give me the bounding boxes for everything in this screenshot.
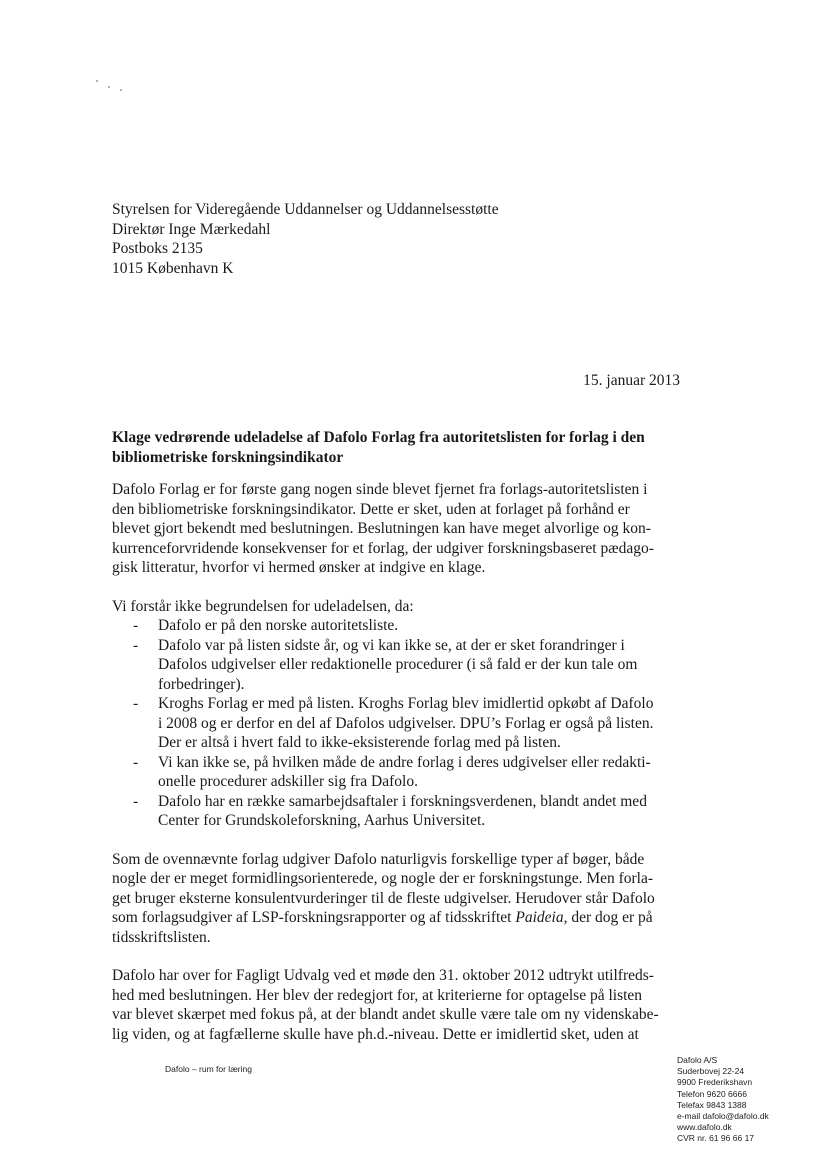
list-item-line: Vi kan ikke se, på hvilken måde de andre forlag i deres udgivelser eller redakti- xyxy=(158,753,651,771)
list-item-line: i 2008 og er derfor en del af Dafolos udgivelser. DPU’s Forlag er også på listen. xyxy=(158,714,654,732)
text-segment: som forlagsudgiver af LSP-forskningsrapporter og af tidsskriftet xyxy=(112,909,516,926)
paragraph-line: nogle der er meget formidlingsorienterede, og nogle der er forskningstunge. Men forla- xyxy=(112,870,654,887)
paragraph-line: Dafolo Forlag er for første gang nogen sinde blevet fjernet fra forlags-autoritetslisten i xyxy=(112,481,648,498)
list-item-line: onelle procedurer adskiller sig fra Dafolo. xyxy=(158,773,418,790)
paragraph-1 xyxy=(112,480,712,578)
footer-email: e-mail dafolo@dafolo.dk xyxy=(677,1111,769,1122)
recipient-line-2: Direktør Inge Mærkedahl xyxy=(112,220,271,238)
paragraph-line: var blevet skærpet med fokus på, at der blandt andet skulle være tale om ny videnskabe- xyxy=(112,1006,659,1023)
text-segment: , der dog er på xyxy=(563,909,653,926)
paragraph-2-intro: Vi forstår ikke begrundelsen for udeladelsen, da: xyxy=(112,597,414,615)
footer-street: Suderbovej 22-24 xyxy=(677,1066,745,1077)
paragraph-line: get bruger eksterne konsulentvurderinger til de fleste udgivelser. Herudover står Dafolo xyxy=(112,889,655,907)
paragraph-line: den bibliometriske forskningsindikator. Dette er sket, uden at forlaget på forhånd er xyxy=(112,500,630,518)
footer-web: www.dafolo.dk xyxy=(677,1122,732,1133)
footer-phone: Telefon 9620 6666 xyxy=(677,1088,747,1099)
list-item-line: Dafolos udgivelser eller redaktionelle procedurer (i så fald er der kun tale om xyxy=(158,656,638,673)
footer-city: 9900 Frederikshavn xyxy=(677,1077,753,1088)
list-item-line: Dafolo har en række samarbejdsaftaler i forskningsverdenen, blandt andet med xyxy=(158,792,647,810)
recipient-line-3: Postboks 2135 xyxy=(112,240,203,257)
paragraph-line: Dafolo har over for Fagligt Udvalg ved et møde den 31. oktober 2012 udtrykt utilfreds- xyxy=(112,967,654,984)
paragraph-2 xyxy=(112,597,712,831)
list-item xyxy=(112,636,712,695)
journal-title: Paideia xyxy=(515,909,564,926)
footer-company: Dafolo A/S xyxy=(677,1055,718,1065)
list-item xyxy=(112,753,712,792)
bullet-dash: - xyxy=(133,617,139,634)
paragraph-line: gisk litteratur, hvorfor vi hermed ønsker at indgive en klage. xyxy=(112,559,486,576)
letter-date: 15. januar 2013 xyxy=(583,372,680,389)
list-item-line: Center for Grundskoleforskning, Aarhus Universitet. xyxy=(158,812,486,829)
letter-body xyxy=(112,480,712,1063)
list-item xyxy=(112,792,712,831)
reasons-list xyxy=(112,616,712,831)
paragraph-4 xyxy=(112,966,712,1044)
list-item-line: Der er altså i hvert fald to ikke-eksisterende forlag med på listen. xyxy=(158,734,561,751)
paragraph-line: tidsskriftslisten. xyxy=(112,928,211,946)
paragraph-line: kurrenceforvridende konsekvenser for et forlag, der udgiver forskningsbaseret pædago- xyxy=(112,539,654,557)
footer-tagline: Dafolo – rum for læring xyxy=(165,1064,252,1074)
list-item-line: forbedringer). xyxy=(158,675,245,693)
scan-marks xyxy=(94,76,134,96)
footer-contact xyxy=(677,1055,769,1145)
bullet-dash: - xyxy=(133,695,139,712)
bullet-dash: - xyxy=(133,636,139,654)
bullet-dash: - xyxy=(133,792,139,810)
letter-subject xyxy=(112,428,712,467)
footer-fax: Telefax 9843 1388 xyxy=(677,1099,747,1110)
paragraph-line: blevet gjort bekendt med beslutningen. Beslutningen kan have meget alvorlige og kon- xyxy=(112,520,651,537)
footer-cvr: CVR nr. 61 96 66 17 xyxy=(677,1133,755,1144)
bullet-dash: - xyxy=(133,753,139,771)
list-item xyxy=(112,694,712,753)
list-item xyxy=(112,616,712,636)
paragraph-line: lig viden, og at fagfællerne skulle have ph.d.-niveau. Dette er imidlertid sket, uden at xyxy=(112,1025,639,1043)
paragraph-line xyxy=(112,908,712,928)
paragraph-line: hed med beslutningen. Her blev der redegjort for, at kriterierne for optagelse på listen xyxy=(112,986,643,1004)
recipient-address xyxy=(112,200,499,278)
list-item-line: Dafolo var på listen sidste år, og vi kan ikke se, at der er sket forandringer i xyxy=(158,636,625,654)
recipient-line-1: Styrelsen for Videregående Uddannelser og Uddannelsesstøtte xyxy=(112,201,499,218)
paragraph-line: Som de ovennævnte forlag udgiver Dafolo naturligvis forskellige typer af bøger, både xyxy=(112,850,645,868)
subject-line-1: Klage vedrørende udeladelse af Dafolo Forlag fra autoritetslisten for forlag i den xyxy=(112,429,645,446)
paragraph-3 xyxy=(112,850,712,948)
recipient-line-4: 1015 København K xyxy=(112,259,234,277)
subject-line-2: bibliometriske forskningsindikator xyxy=(112,448,344,466)
list-item-line: Dafolo er på den norske autoritetsliste. xyxy=(158,617,399,634)
list-item-line: Kroghs Forlag er med på listen. Kroghs Forlag blev imidlertid opkøbt af Dafolo xyxy=(158,695,654,712)
